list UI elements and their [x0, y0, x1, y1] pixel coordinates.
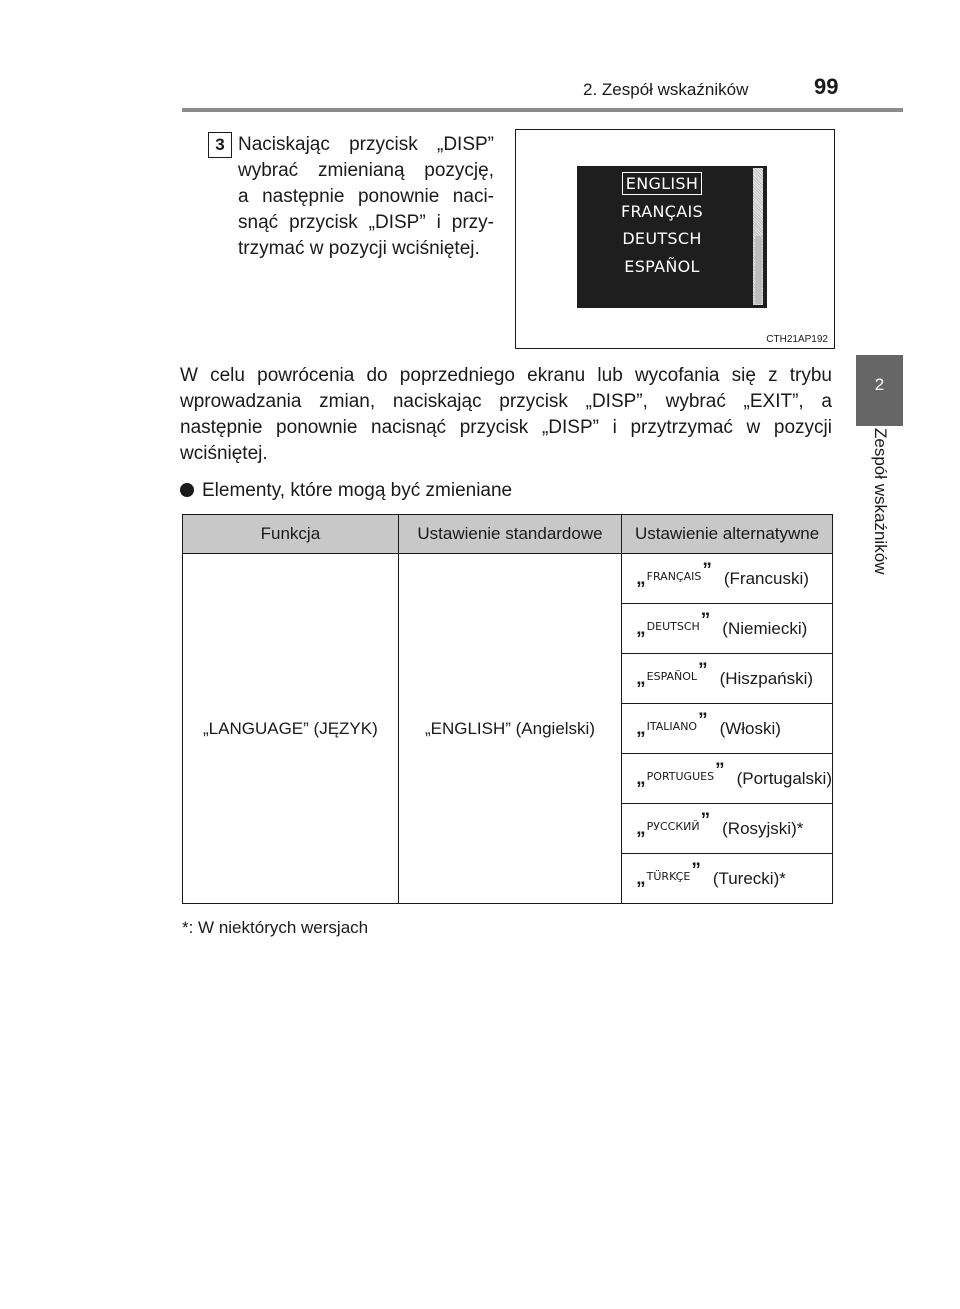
alternative-setting-cell	[622, 654, 833, 704]
option-content	[622, 809, 832, 840]
option-content	[622, 609, 832, 640]
close-quote: ”	[700, 809, 711, 831]
option-label: (Niemiecki)	[722, 618, 808, 638]
option-display-text: ESPAÑOL	[646, 670, 698, 683]
chapter-tab-label: Zespół wskaźników	[871, 428, 890, 575]
option-label: (Włoski)	[719, 718, 781, 738]
page-number: 99	[814, 74, 839, 99]
open-quote: „	[636, 717, 646, 739]
open-quote: „	[636, 867, 646, 889]
menu-item: FRANÇAIS	[621, 202, 703, 221]
option-display-text: ITALIANO	[646, 720, 698, 733]
close-quote: ”	[698, 659, 708, 681]
option-display-text: DEUTSCH	[646, 620, 700, 633]
menu-item: ESPAÑOL	[624, 257, 700, 276]
figure-id: CTH21AP192	[766, 334, 828, 345]
option-content	[622, 859, 832, 890]
step-line: Naciskając przycisk „DISP”	[238, 134, 494, 155]
open-quote: „	[636, 617, 646, 639]
bullet-heading-text: Elementy, które mogą być zmieniane	[202, 480, 513, 501]
option-label: (Francuski)	[723, 568, 809, 588]
option-content	[622, 759, 832, 790]
option-display-text: FRANÇAIS	[646, 570, 702, 583]
option-label: (Turecki)*	[712, 868, 786, 888]
menu-item-selected: ENGLISH	[577, 174, 747, 193]
column-header: Funkcja	[183, 515, 399, 554]
table-header-row	[183, 515, 833, 554]
menu-item: DEUTSCH	[622, 229, 702, 248]
alternative-setting-cell	[622, 704, 833, 754]
column-header: Ustawienie alternatywne	[622, 515, 833, 554]
close-quote: ”	[700, 609, 711, 631]
option-label: (Rosyjski)*	[722, 818, 804, 838]
settings-table	[182, 514, 833, 904]
menu-scrollbar-thumb	[755, 236, 762, 304]
default-setting-cell: „ENGLISH” (Angielski)	[398, 554, 621, 904]
close-quote: ”	[702, 559, 712, 581]
close-quote: ”	[698, 709, 708, 731]
column-header: Ustawienie standardowe	[398, 515, 621, 554]
open-quote: „	[636, 667, 646, 689]
step-line: trzymać w pozycji wciśniętej.	[238, 238, 480, 259]
chapter-tab-number: 2	[874, 375, 885, 394]
step-line: a następnie ponownie naci-	[238, 186, 494, 207]
chapter-title: 2. Zespół wskaźników	[583, 80, 749, 99]
bullet-heading	[180, 480, 512, 502]
close-quote: ”	[691, 859, 701, 881]
chapter-tab	[856, 355, 903, 426]
close-quote: ”	[715, 759, 725, 781]
step-number: 3	[208, 132, 232, 158]
option-display-text: PORTUGUES	[646, 770, 715, 783]
alternative-setting-cell	[622, 754, 833, 804]
open-quote: „	[636, 817, 646, 839]
header-rule	[182, 108, 903, 112]
open-quote: „	[636, 767, 646, 789]
step-line: snąć przycisk „DISP” i przy-	[238, 212, 494, 233]
display-figure	[515, 129, 835, 349]
table-row	[183, 554, 833, 604]
body-paragraph: W celu powrócenia do poprzedniego ekranu lub wycofania się z trybu wprowadzania zmian, naciskając przycisk „DISP”, wybrać „EXIT”, a następnie ponownie nacisnąć przycisk „DISP” i przytrzymać w pozycji wciśniętej.	[180, 365, 832, 464]
alternative-setting-cell	[622, 854, 833, 904]
option-label: (Hiszpański)	[719, 668, 814, 688]
language-menu-screen	[577, 166, 767, 308]
option-display-text: TÜRKÇE	[646, 870, 691, 883]
option-content	[622, 659, 832, 690]
footnote: *: W niektórych wersjach	[182, 918, 369, 937]
open-quote: „	[636, 567, 646, 589]
function-cell: „LANGUAGE” (JĘZYK)	[183, 554, 399, 904]
alternative-setting-cell	[622, 554, 833, 604]
alternative-setting-cell	[622, 804, 833, 854]
step-instruction	[238, 132, 494, 262]
step-line: wybrać zmienianą pozycję,	[238, 160, 494, 181]
bullet-icon	[180, 483, 194, 497]
alternative-setting-cell	[622, 604, 833, 654]
option-display-text: РУССКИЙ	[646, 820, 700, 833]
option-label: (Portugalski)	[736, 768, 832, 788]
option-content	[622, 559, 832, 590]
option-content	[622, 709, 832, 740]
